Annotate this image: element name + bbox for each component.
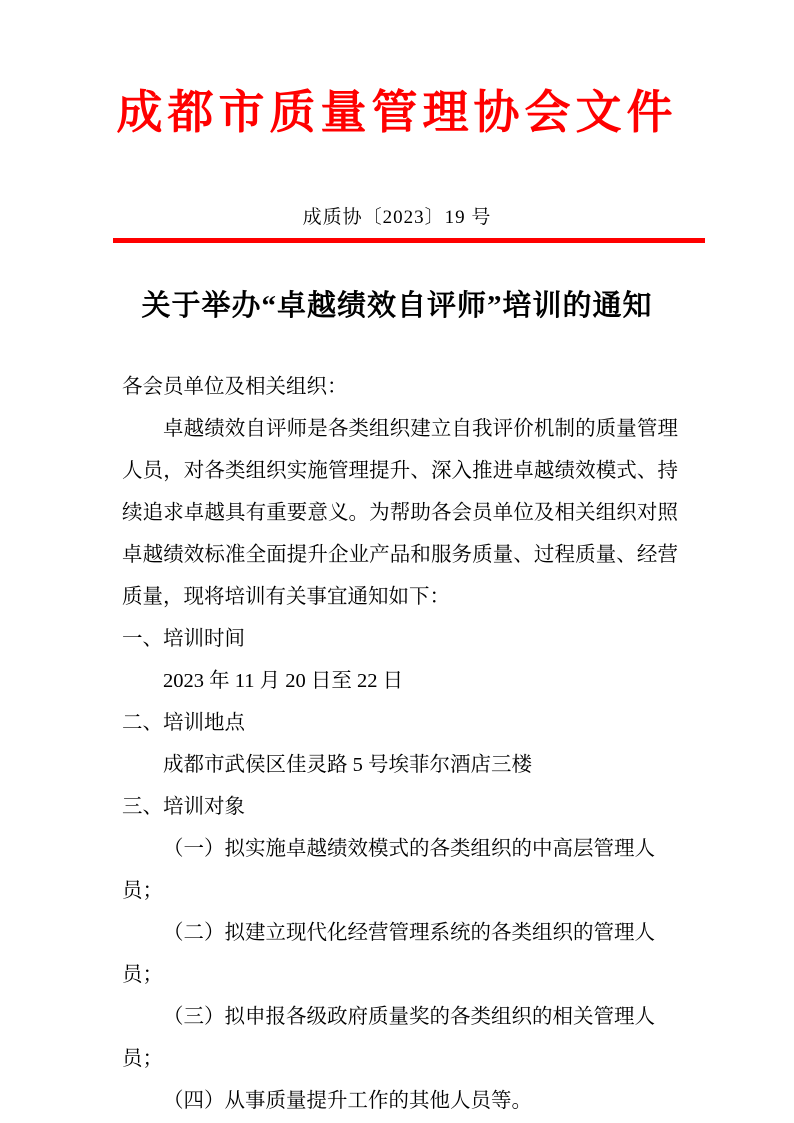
training-time-value: 2023 年 11 月 20 日至 22 日: [163, 670, 404, 693]
section-heading-training-location: 二、培训地点: [122, 712, 245, 735]
section-heading-training-time: 一、培训时间: [122, 628, 245, 651]
audience-item-4: （四）从事质量提升工作的其他人员等。: [163, 1090, 532, 1113]
section-heading-training-audience: 三、培训对象: [122, 796, 245, 819]
audience-item-3: （三）拟申报各级政府质量奖的各类组织的相关管理人员；: [122, 1006, 655, 1071]
letterhead-title: 成都市质量管理协会文件: [116, 87, 678, 138]
audience-item-2: （二）拟建立现代化经营管理系统的各类组织的管理人员；: [122, 922, 655, 987]
notice-title: 关于举办“卓越绩效自评师”培训的通知: [141, 290, 653, 323]
document-number: 成质协〔2023〕19 号: [302, 206, 492, 228]
notice-body: [122, 366, 678, 1122]
audience-item-1: （一）拟实施卓越绩效模式的各类组织的中高层管理人员；: [122, 838, 655, 903]
intro-paragraph: 卓越绩效自评师是各类组织建立自我评价机制的质量管理人员，对各类组织实施管理提升、深入推进卓越绩效模式、持续追求卓越具有重要意义。为帮助各会员单位及相关组织对照卓越绩效标准全面提升企业产品和服务质量、过程质量、经营质量，现将培训有关事宜通知如下：: [122, 418, 678, 609]
red-divider-line: [113, 238, 705, 243]
training-location-value: 成都市武侯区佳灵路 5 号埃菲尔酒店三楼: [163, 754, 532, 777]
salutation: 各会员单位及相关组织：: [122, 376, 348, 399]
